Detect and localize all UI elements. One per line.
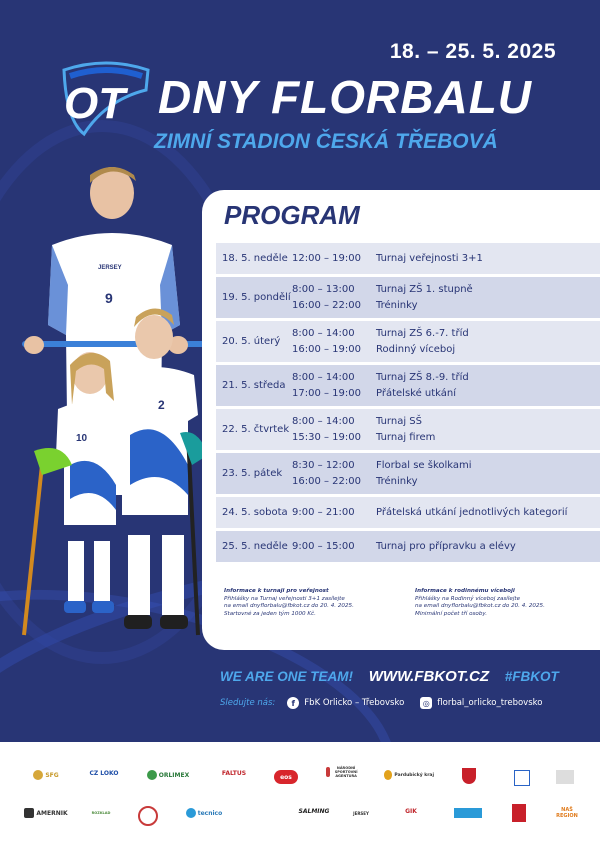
sponsors-strip (0, 742, 600, 848)
sponsor-logo: GIK (405, 808, 417, 815)
boy-shirt-number: 2 (158, 398, 165, 412)
schedule-day: 24. 5. sobota (222, 507, 288, 518)
social-follow (220, 697, 558, 709)
schedule-time: 15:30 – 19:00 (292, 431, 361, 443)
schedule-event: Tréninky (376, 475, 418, 487)
instagram-link[interactable] (420, 697, 542, 709)
event-dates: 18. – 25. 5. 2025 (389, 40, 556, 63)
sponsor-logo: ROZKLAD (91, 811, 111, 815)
schedule-event: Turnaj firem (376, 431, 436, 443)
sponsor-logo: SALMING (298, 808, 330, 815)
note-heading: Informace k rodinnému víceboji (415, 588, 515, 594)
schedule-time: 8:30 – 12:00 (292, 459, 355, 471)
sponsor-logo: SFG (24, 770, 68, 780)
facebook-name: FbK Orlicko – Třebovsko (304, 698, 405, 708)
schedule-day: 18. 5. neděle (222, 253, 288, 264)
sponsor-logo: JERSEY (353, 810, 369, 816)
sponsor-icon (186, 808, 196, 818)
schedule-event: Přátelské utkání (376, 387, 457, 399)
schedule-time: 9:00 – 15:00 (292, 540, 355, 552)
schedule-day: 22. 5. čtvrtek (222, 424, 290, 435)
sponsor-logo (248, 804, 262, 822)
instagram-icon: ◎ (420, 697, 432, 709)
follow-label: Sledujte nás: (220, 698, 276, 708)
schedule-row (216, 531, 600, 565)
schedule-time: 8:00 – 14:00 (292, 371, 355, 383)
schedule-time: 8:00 – 14:00 (292, 415, 355, 427)
sponsor-logo: NÁRODNÍ SPORTOVNÍ AGENTURA (326, 766, 360, 778)
schedule-event: Rodinný víceboj (376, 343, 456, 355)
sponsor-icon (147, 770, 157, 780)
logo-text: OT (64, 79, 126, 128)
schedule-day: 19. 5. pondělí (222, 292, 291, 303)
sponsor-logo: tecnico (184, 808, 224, 818)
note-line: Přihlášky na Turnaj veřejnosti 3+1 zasílejte (224, 595, 345, 602)
shirt-brand: JERSEY (98, 265, 122, 271)
sponsor-logo: eos (274, 770, 298, 784)
schedule-day: 21. 5. středa (222, 380, 286, 391)
facebook-icon: f (287, 697, 299, 709)
schedule-event: Turnaj ZŠ 6.-7. tříd (376, 327, 469, 339)
note-line: Přihlášky na Rodinný víceboj zasílejte (415, 595, 521, 602)
girl-shirt-number: 10 (76, 433, 88, 444)
schedule-row (216, 409, 600, 453)
schedule-day: 23. 5. pátek (222, 468, 283, 479)
note-line: na email dnyflorbalu@fbkot.cz do 20. 4. 2025. (415, 603, 545, 609)
schedule-event: Florbal se školkami (376, 459, 472, 471)
schedule-time: 8:00 – 14:00 (292, 327, 355, 339)
sponsor-logo: AMERNIK (24, 808, 68, 818)
note-line: Startovné za jeden tým 1000 Kč. (224, 610, 316, 617)
note-heading: Informace k turnaji pro veřejnost (224, 588, 329, 594)
schedule-event: Turnaj ZŠ 8.-9. tříd (376, 371, 469, 383)
slogan-line (220, 668, 571, 685)
sponsor-logo (514, 770, 530, 786)
sponsor-icon (384, 770, 392, 780)
schedule-row (216, 365, 600, 409)
schedule-day: 20. 5. úterý (222, 336, 281, 347)
note-line: Minimální počet tří osoby. (415, 610, 488, 617)
players-photo (12, 165, 217, 655)
schedule-row (216, 243, 600, 277)
sponsor-icon (33, 770, 43, 780)
schedule-event: Turnaj pro přípravku a elévy (376, 540, 516, 552)
sponsor-logo: ORLIMEX (146, 770, 190, 780)
website-link[interactable]: WWW.FBKOT.CZ (368, 668, 489, 685)
schedule-time: 9:00 – 21:00 (292, 506, 355, 518)
event-venue: ZIMNÍ STADION ČESKÁ TŘEBOVÁ (154, 130, 498, 153)
schedule-event: Tréninky (376, 299, 418, 311)
schedule-event: Přátelská utkání jednotlivých kategorií (376, 506, 568, 518)
public-tournament-note (224, 588, 399, 618)
schedule-time: 17:00 – 19:00 (292, 387, 361, 399)
schedule-time: 16:00 – 19:00 (292, 343, 361, 355)
ot-logo (56, 60, 156, 148)
schedule-time: 16:00 – 22:00 (292, 475, 361, 487)
family-multisport-note (415, 588, 590, 618)
slogan: WE ARE ONE TEAM! (220, 669, 353, 684)
schedule-event: Turnaj veřejnosti 3+1 (376, 252, 483, 264)
schedule-event: Turnaj SŠ (376, 415, 422, 427)
instagram-name: florbal_orlicko_trebovsko (437, 698, 543, 708)
info-notes (224, 588, 594, 618)
schedule-day: 25. 5. neděle (222, 541, 288, 552)
program-title: PROGRAM (224, 200, 360, 230)
sponsor-logo: CZ LOKO (89, 770, 119, 777)
sponsor-logo: Pardubický kraj (384, 770, 434, 780)
schedule-row (216, 277, 600, 321)
program-card (202, 190, 600, 650)
sponsor-logo (462, 768, 476, 784)
event-title: DNY FLORBALU (158, 71, 533, 123)
schedule-row (216, 497, 600, 531)
sponsor-logo (454, 808, 482, 818)
schedule-time: 12:00 – 19:00 (292, 252, 361, 264)
schedule-row (216, 453, 600, 497)
sponsor-logo (512, 804, 526, 822)
program-schedule (216, 243, 600, 565)
schedule-event: Turnaj ZŠ 1. stupně (376, 283, 473, 295)
adult-shirt-number: 9 (105, 290, 113, 306)
sponsor-logo (556, 770, 574, 784)
hashtag: #FBKOT (504, 669, 559, 684)
sponsor-logo: NAŠ REGION (556, 807, 578, 819)
schedule-time: 8:00 – 13:00 (292, 283, 355, 295)
sponsor-logo: FALTUS (221, 770, 247, 777)
schedule-row (216, 321, 600, 365)
facebook-link[interactable] (287, 697, 404, 709)
sponsor-logo (138, 806, 158, 826)
sponsor-icon (326, 767, 330, 777)
schedule-time: 16:00 – 22:00 (292, 299, 361, 311)
sponsor-icon (24, 808, 34, 818)
note-line: na email dnyflorbalu@fbkot.cz do 20. 4. 2025. (224, 603, 354, 609)
